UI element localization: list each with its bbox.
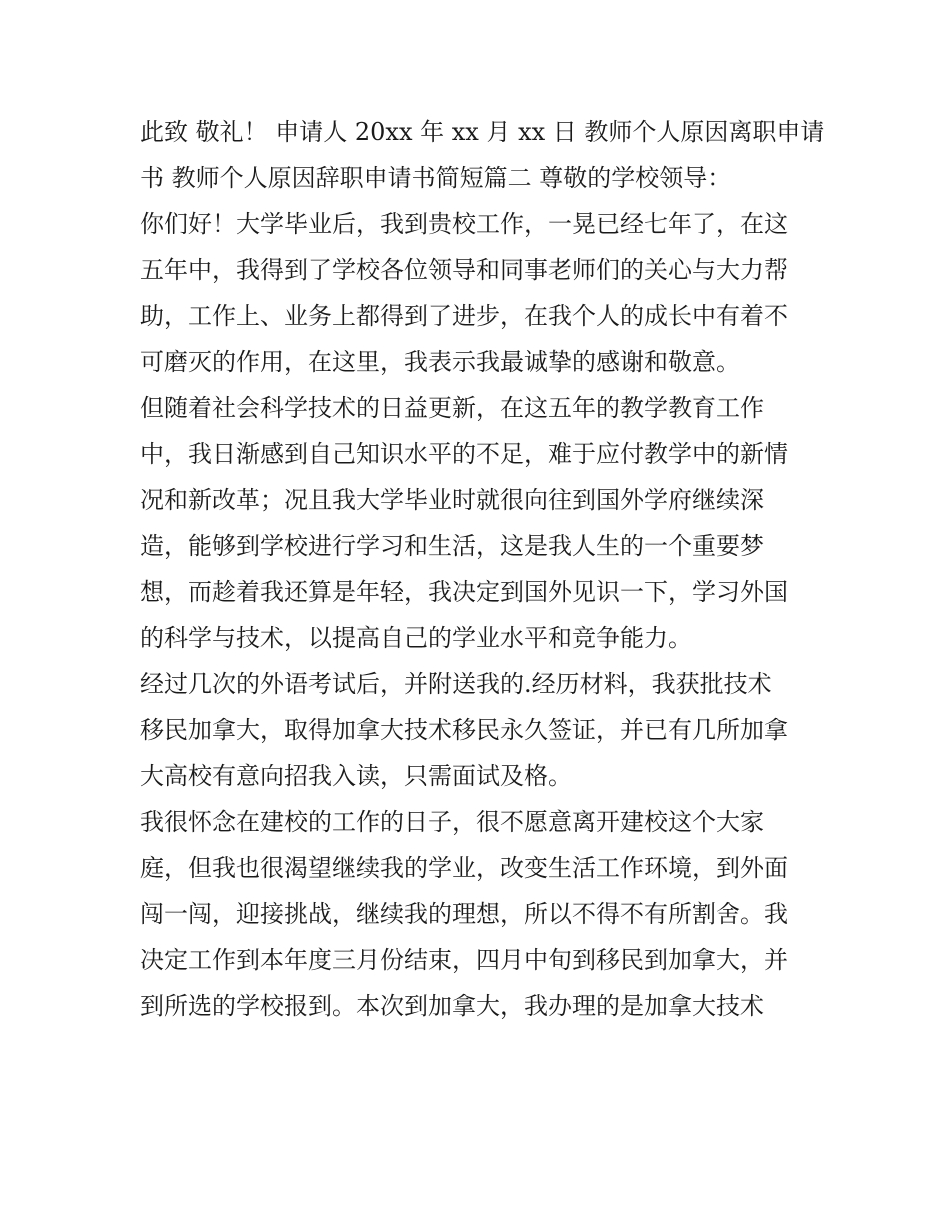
document-body <box>140 109 825 1029</box>
text-line: 的科学与技术，以提高自己的学业水平和竞争能力。 <box>140 624 692 652</box>
text-line: 此致 敬礼！ 申请人 20xx 年 xx 月 xx 日 教师个人原因离职申请 <box>140 118 825 146</box>
text-line: 书 教师个人原因辞职申请书简短篇二 尊敬的学校领导： <box>140 164 732 192</box>
text-line: 可磨灭的作用，在这里，我表示我最诚挚的感谢和敬意。 <box>140 348 740 376</box>
text-line: 到所选的学校报到。本次到加拿大，我办理的是加拿大技术 <box>140 992 764 1020</box>
text-line: 想，而趁着我还算是年轻，我决定到国外见识一下，学习外国 <box>140 578 788 606</box>
text-line: 况和新改革；况且我大学毕业时就很向往到国外学府继续深 <box>140 486 764 514</box>
text-line: 经过几次的外语考试后，并附送我的.经历材料，我获批技术 <box>140 670 772 698</box>
text-line: 你们好！大学毕业后，我到贵校工作，一晃已经七年了，在这 <box>140 210 788 238</box>
text-line: 闯一闯，迎接挑战，继续我的理想，所以不得不有所割舍。我 <box>140 900 788 928</box>
text-line: 移民加拿大，取得加拿大技术移民永久签证，并已有几所加拿 <box>140 716 788 744</box>
text-line: 但随着社会科学技术的日益更新，在这五年的教学教育工作 <box>140 394 764 422</box>
text-line: 五年中，我得到了学校各位领导和同事老师们的关心与大力帮 <box>140 256 788 284</box>
text-line: 庭，但我也很渴望继续我的学业，改变生活工作环境，到外面 <box>140 854 788 882</box>
text-line: 大高校有意向招我入读，只需面试及格。 <box>140 762 572 790</box>
text-line: 助，工作上、业务上都得到了进步，在我个人的成长中有着不 <box>140 302 788 330</box>
text-line: 我很怀念在建校的工作的日子，很不愿意离开建校这个大家 <box>140 808 764 836</box>
text-line: 中，我日渐感到自己知识水平的不足，难于应付教学中的新情 <box>140 440 788 468</box>
text-line: 造，能够到学校进行学习和生活，这是我人生的一个重要梦 <box>140 532 764 560</box>
text-line: 决定工作到本年度三月份结束，四月中旬到移民到加拿大，并 <box>140 946 788 974</box>
